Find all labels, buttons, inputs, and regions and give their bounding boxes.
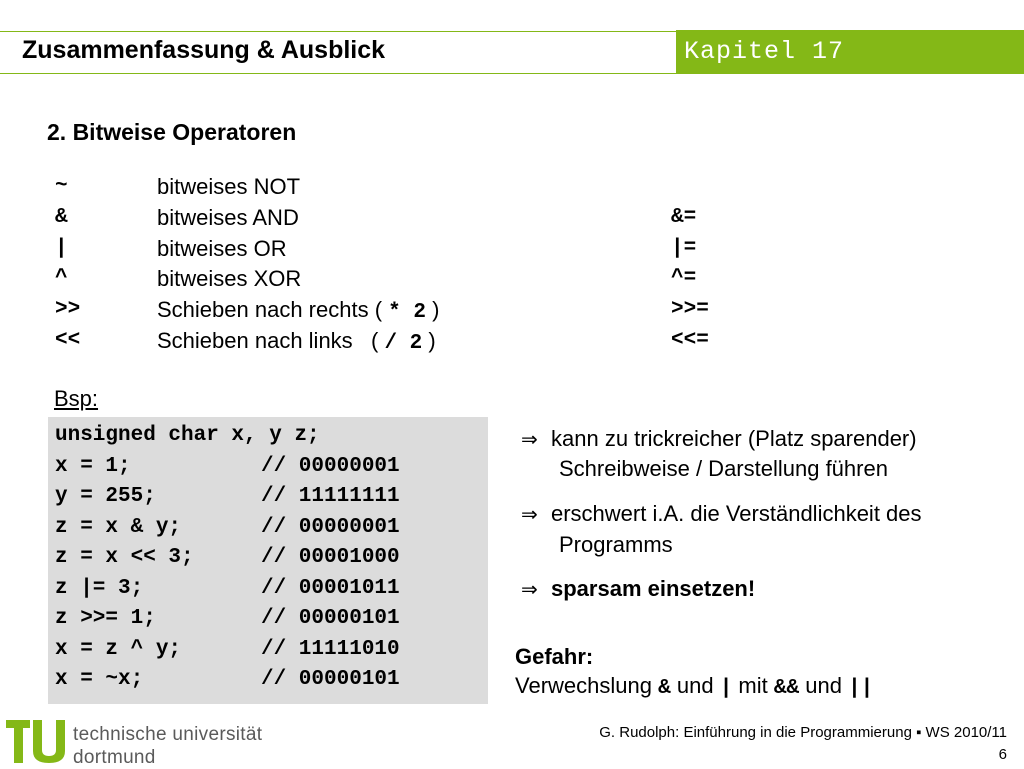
operator-description [157, 328, 436, 355]
danger-text [515, 673, 873, 700]
operator-factor: * 2 [388, 301, 426, 324]
code-comment: // 11111111 [261, 485, 400, 508]
operator-symbol: ~ [55, 175, 68, 198]
danger-operator: || [848, 677, 874, 700]
danger-text-part: mit [738, 673, 768, 698]
code-comment: // 00000001 [261, 455, 400, 478]
danger-operator: | [719, 677, 733, 700]
example-label: Bsp: [54, 386, 99, 411]
code-comment: // 00001011 [261, 577, 400, 600]
bullet-item [521, 501, 922, 527]
code-comment: // 00000001 [261, 516, 400, 539]
operator-assign: >>= [671, 298, 709, 321]
operator-description: bitweises AND [157, 205, 299, 230]
danger-operator: && [773, 677, 800, 700]
implies-arrow-icon: ⇒ [521, 427, 538, 451]
chapter-badge [676, 30, 1024, 74]
operator-assign: <<= [671, 329, 709, 352]
code-example-box [48, 417, 488, 704]
operator-description [157, 297, 439, 324]
operator-paren: ) [428, 328, 436, 353]
university-name-line2: dortmund [73, 747, 156, 768]
implies-arrow-icon: ⇒ [521, 577, 538, 601]
danger-text-part: Verwechslung [515, 673, 652, 698]
operator-factor: / 2 [384, 332, 423, 355]
operator-description: bitweises OR [157, 236, 287, 261]
footer-credit: G. Rudolph: Einführung in die Programmierung ▪ WS 2010/11 [599, 724, 1007, 741]
code-line: x = 1; [55, 455, 131, 478]
implies-arrow-icon: ⇒ [521, 502, 538, 526]
operator-paren: ) [432, 297, 440, 322]
code-line: x = z ^ y; [55, 638, 182, 661]
operator-description-text: Schieben nach rechts ( [157, 297, 383, 322]
operator-assign: &= [671, 206, 697, 229]
page-number: 6 [998, 746, 1007, 763]
bullet-item [521, 576, 755, 602]
code-line: z |= 3; [55, 577, 144, 600]
header-top-rule [0, 31, 676, 32]
footer [599, 722, 1007, 766]
code-comment: // 00001000 [261, 546, 400, 569]
operator-assign: |= [671, 237, 697, 260]
code-line: y = 255; [55, 485, 156, 508]
tu-dortmund-logo-icon [6, 716, 66, 764]
header-bottom-rule [0, 73, 676, 74]
bullet-text: erschwert i.A. die Verständlichkeit des [551, 501, 922, 526]
operator-description-text: Schieben nach links ( [157, 328, 379, 353]
university-name-line1: technische universität [73, 724, 263, 745]
section-title: 2. Bitweise Operatoren [47, 119, 297, 145]
danger-title: Gefahr: [515, 644, 594, 669]
operator-assign: ^= [671, 267, 697, 290]
code-comment: // 11111010 [261, 638, 400, 661]
chapter-label: Kapitel 17 [684, 37, 845, 66]
bullet-item [521, 426, 917, 452]
danger-text-part: und [805, 673, 842, 698]
code-comment: // 00000101 [261, 668, 400, 691]
danger-text-part: und [676, 673, 714, 698]
operator-symbol: | [55, 237, 68, 260]
code-line: z = x & y; [55, 516, 182, 539]
operator-description: bitweises XOR [157, 266, 302, 291]
bullet-text: kann zu trickreicher (Platz sparender) [551, 426, 917, 451]
operator-symbol: & [55, 206, 68, 229]
code-line: z = x << 3; [55, 546, 194, 569]
slide-title: Zusammenfassung & Ausblick [22, 36, 386, 64]
bullet-text: sparsam einsetzen! [551, 576, 756, 601]
operator-symbol: ^ [55, 267, 68, 290]
bullet-continuation: Schreibweise / Darstellung führen [559, 456, 888, 481]
code-line: x = ~x; [55, 668, 144, 691]
code-line: z >>= 1; [55, 607, 156, 630]
operator-symbol: >> [55, 298, 81, 321]
code-comment: // 00000101 [261, 607, 400, 630]
operator-description: bitweises NOT [157, 174, 301, 199]
operator-symbol: << [55, 329, 81, 352]
bullet-continuation: Programms [559, 532, 673, 557]
university-name [73, 723, 262, 769]
danger-operator: & [658, 677, 671, 700]
code-line: unsigned char x, y z; [55, 424, 320, 447]
